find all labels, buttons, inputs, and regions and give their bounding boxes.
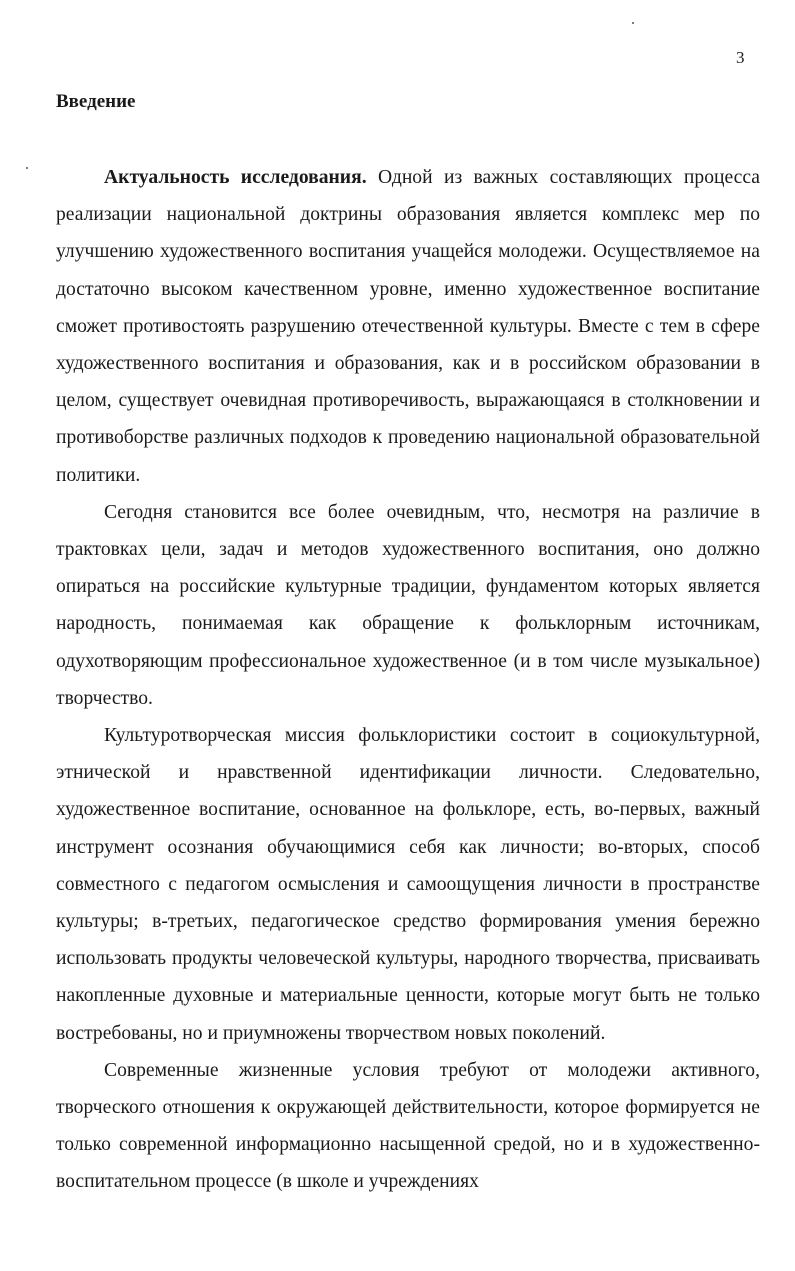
paragraph-text: Современные жизненные условия требуют от молодежи активного, творческого отношения к окружающей действительности, которое формируется не только современной информационно насыщенной средой, но и в художественно-воспитательном процессе (в школе и учреждениях (56, 1059, 760, 1193)
section-heading: Введение (56, 91, 136, 112)
paragraph-text: Культуротворческая миссия фольклористики состоит в социокультурной, этнической и нравственной идентификации личности. Следовательно, художественное воспитание, основанное на фольклоре, есть, во-первых, важный инструмент осознания обучающимися себя как личности; во-вторых, способ совместного с педагогом осмысления и самоощущения личности в пространстве культуры; в-третьих, педагогическое средство формирования умения бережно использовать продукты человеческой культуры, народного творчества, присваивать накопленные духовные и материальные ценности, которые могут быть не только востребованы, но и приумножены творчеством новых поколений. (56, 725, 760, 1044)
paragraph (56, 1052, 760, 1201)
paragraph-text: Сегодня становится все более очевидным, что, несмотря на различие в трактовках цели, задач и методов художественного воспитания, оно должно опираться на российские культурные традиции, фундаментом которых является народность, понимаемая как обращение к фольклорным источникам, одухотворяющим профессиональное художественное (и в том числе музыкальное) творчество. (56, 501, 760, 709)
scan-speck (26, 167, 28, 169)
paragraph (56, 717, 760, 1052)
page-number: 3 (736, 48, 745, 67)
body-text (56, 159, 760, 1201)
paragraph (56, 159, 760, 494)
scan-speck (632, 22, 634, 24)
paragraph-text: Одной из важных составляющих процесса реализации национальной доктрины образования является комплекс мер по улучшению художественного воспитания учащейся молодежи. Осуществляемое на достаточно высоком качественном уровне, именно художественное воспитание сможет противостоять разрушению отечественной культуры. Вместе с тем в сфере художественного воспитания и образования, как и в российском образовании в целом, существует очевидная противоречивость, выражающаяся в столкновении и противоборстве различных подходов к проведению национальной образовательной политики. (56, 167, 760, 486)
paragraph (56, 494, 760, 717)
paragraph-lead-bold: Актуальность исследования. (104, 167, 367, 188)
